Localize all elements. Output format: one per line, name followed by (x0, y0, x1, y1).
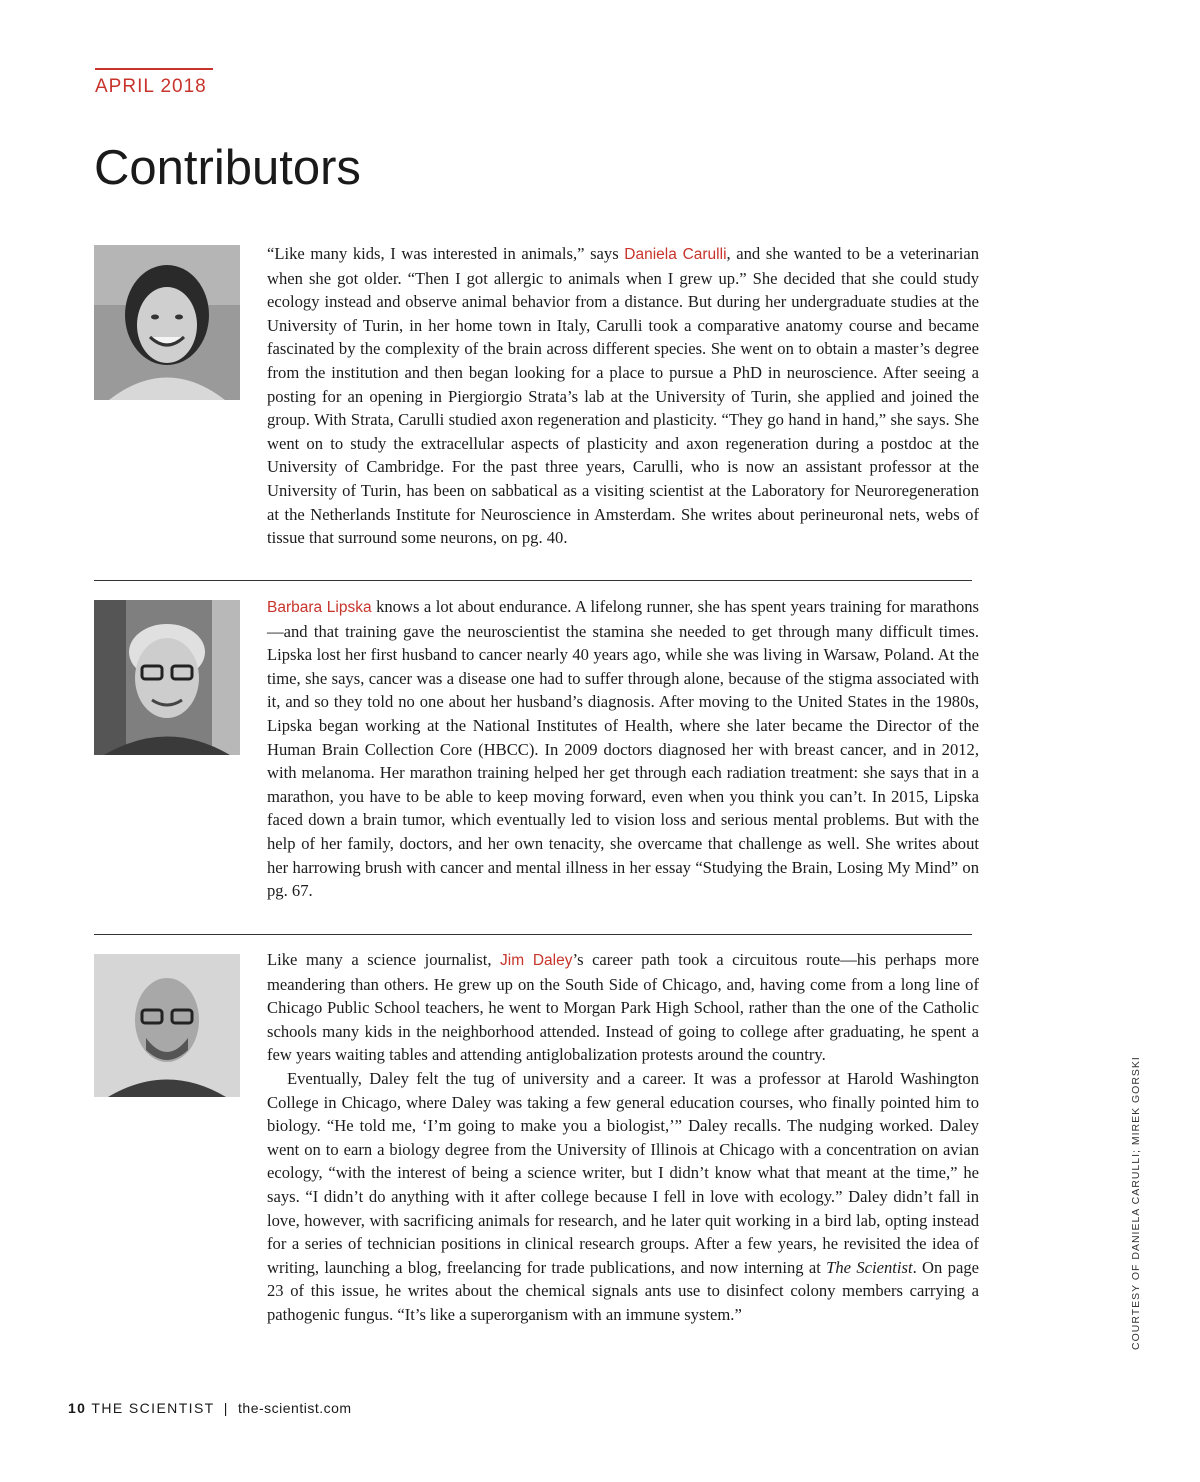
contributor-bio-carulli (267, 242, 979, 550)
contributor-photo-daley (94, 954, 240, 1097)
publication-title: The Scientist (826, 1257, 913, 1277)
contributor-bio-lipska (267, 595, 979, 903)
contributor-bio-daley (267, 948, 979, 1327)
page-footer (68, 1400, 352, 1416)
portrait-placeholder-icon (94, 245, 240, 400)
issue-date: APRIL 2018 (95, 76, 207, 97)
bio-text: , and she wanted to be a veterinarian when she got older. “Then I got allergic to animals when I grew up.” She decided that she could study ecology instead and observe animal behavior from a distance. But during her undergraduate studies at the University of Turin, in her home town in Italy, Carulli took a comparative anatomy course and became fascinated by the complexity of the brain across different species. She went on to obtain a master’s degree from the institution and then began looking for a place to pursue a PhD in neuroscience. After seeing a posting for an opening in Piergiorgio Strata’s lab at the University of Turin, she applied and joined the group. With Strata, Carulli studied axon regeneration and plasticity. “They go hand in hand,” she says. She went on to study the extracellular aspects of plasticity and axon regeneration during a postdoc at the University of Cambridge. For the past three years, Carulli, who is now an assistant professor at the University of Turin, has been on sabbatical as a visiting scientist at the Laboratory for Neuroregeneration at the Netherlands Institute for Neuroscience in Amsterdam. She writes about perineuronal nets, webs of tissue that surround some neurons, on pg. 40. (267, 244, 980, 548)
bio-text: . On page 23 of this issue, he writes about the chemical signals ants use to disinfect colony members carrying a pathogenic fungus. “It’s like a superorganism with an immune system.” (267, 1257, 979, 1324)
portrait-placeholder-icon (94, 600, 240, 755)
website-link[interactable]: the-scientist.com (238, 1400, 352, 1416)
bio-text: knows a lot about endurance. A lifelong runner, she has spent years training for marathons—and that training gave the neuroscientist the stamina she needed to get through many difficult times. Lipska lost her first husband to cancer nearly 40 years ago, while she was living in Warsaw, Poland. At the time, she says, cancer was a disease one had to suffer through alone, because of the stigma associated with it, and so they told no one about her husband’s diagnosis. After moving to the United States in the 1980s, Lipska began working at the National Institutes of Health, where she later became the Director of the Human Brain Collection Core (HBCC). In 2009 doctors diagnosed her with breast cancer, and in 2012, with melanoma. Her marathon training helped her get through each radiation treatment: she says that in a marathon, you have to be able to keep moving forward, even when you think you can’t. In 2015, Lipska faced down a brain tumor, which eventually led to vision loss and serious mental problems. But with the help of her family, doctors, and her own tenacity, she overcame that challenge as well. She writes about her harrowing brush with cancer and mental illness in her essay “Studying the Brain, Losing My Mind” on pg. 67. (267, 597, 980, 901)
section-divider (94, 934, 972, 935)
contributor-photo-carulli (94, 245, 240, 400)
header-accent-rule (95, 68, 213, 70)
contributor-name: Jim Daley (500, 952, 573, 969)
portrait-placeholder-icon (94, 954, 240, 1097)
footer-separator: | (223, 1400, 229, 1416)
publication-name: THE SCIENTIST (91, 1400, 215, 1416)
page-title: Contributors (94, 141, 361, 195)
section-divider (94, 580, 972, 581)
bio-text: Like many a science journalist, (267, 950, 501, 969)
bio-text: “Like many kids, I was interested in animals,” says (267, 244, 625, 263)
contributor-name: Daniela Carulli (624, 246, 727, 263)
contributor-photo-lipska (94, 600, 240, 755)
bio-text: ’s career path took a circuitous route—his perhaps more meandering than others. He grew up on the South Side of Chicago, and, having come from a long line of Chicago Public School teachers, he went to Morgan Park High School, rather than the one of the Catholic schools many kids in the neighborhood attended. Instead of going to college after graduating, he spent a few years waiting tables and attending antiglobalization protests around the country. (267, 950, 979, 1065)
page-number: 10 (68, 1400, 87, 1416)
bio-text: Eventually, Daley felt the tug of university and a career. It was a professor at Harold Washington College in Chicago, where Daley was taking a few general education courses, who finally pointed him to biology. “He told me, ‘I’m going to make you a biologist,’” Daley recalls. The nudging worked. Daley went on to earn a biology degree from the University of Illinois at Chicago with a concentration on avian ecology, “with the interest of being a science writer, but I didn’t know what that meant at the time,” he says. “I didn’t do anything with it after college because I fell in love with ecology.” Daley didn’t fall in love, however, with sacrificing animals for research, and he later quit working in a bird lab, opting instead for a series of technician positions in clinical research groups. After a few years, he revisited the idea of writing, launching a blog, freelancing for trade publications, and now interning at (267, 1068, 979, 1277)
photo-credit: COURTESY OF DANIELA CARULLI; MIREK GORSKI (1130, 1056, 1142, 1350)
contributor-name: Barbara Lipska (267, 599, 372, 616)
